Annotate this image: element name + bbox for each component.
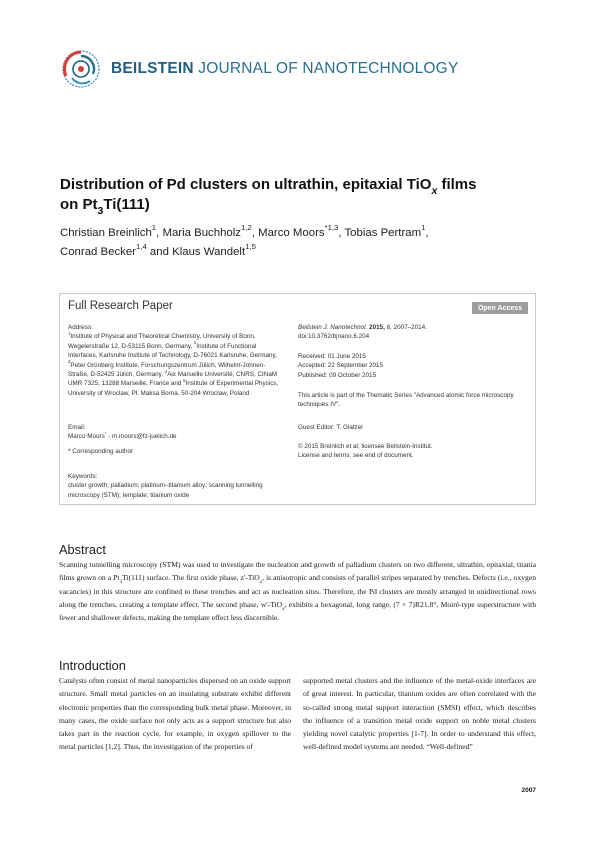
introduction-left-column: Catalysts often consist of metal nanoparticles dispersed on an oxide support structure. Small metal particles on an insulating substrate exhibit different electronic properties than the corresponding bulk metal phase. Moreover, in many cases, the oxide surface not only acts as a support structure but also takes part in the reaction cycle, for example, in oxygen spillover to the metal particles [1,2]. Thus, the investigation of the properties of	[59, 676, 291, 752]
author: Marco Moors$^{*1,3}$,	[258, 223, 345, 239]
author-list	[60, 224, 540, 262]
author: Christian Breinlich$^1$,	[60, 223, 163, 239]
published-date: Published: 09 October 2015	[298, 371, 377, 379]
introduction-heading: Introduction	[59, 658, 126, 673]
author: Maria Buchholz$^{1,2}$,	[162, 223, 259, 239]
citation-block	[298, 323, 523, 342]
article-title: Distribution of Pd clusters on ultrathin, epitaxial TiO$_x$ films on $Pt_3Ti(111)$	[60, 176, 477, 218]
journal-name: BEILSTEIN JOURNAL OF NANOTECHNOLOGY	[111, 60, 459, 77]
author: Klaus Wandelt$^{1,5}$	[172, 242, 256, 258]
keywords-list: cluster growth; palladium; platinum–titanium alloy; scanning tunnelling microscopy (STM); template; titanium oxide	[68, 482, 263, 499]
email-link[interactable]: - m.moors@fz-juelich.de	[106, 433, 177, 441]
email-label: Email:	[68, 424, 86, 431]
copyright-line: © 2015 Breinlich et al; licensee Beilstein-Institut.	[298, 443, 433, 450]
author: Tobias Pertram$^1$,	[344, 223, 429, 239]
dates-block	[298, 352, 523, 380]
author: Conrad Becker$^{1,4}$ and	[60, 242, 173, 258]
beilstein-swirl-logo-icon	[60, 48, 102, 90]
introduction-right-column: supported metal clusters and the influence of the metal-oxide interfaces are of great interest. In particular, titanium oxides are often correlated with the so-called strong metal support interaction (SMSI) effect, which describes the influence of a transition metal oxide support on noble metal clusters yielding novel catalytic properties [1-7]. In order to understand this effect, well-defined model systems are needed. “Well-defined”	[303, 676, 536, 752]
page-number: 2007	[521, 787, 536, 794]
guest-editor: Guest Editor: T. Glatzel	[298, 424, 363, 431]
email-line: Marco Moors* - m.moors@fz-juelich.de	[68, 430, 177, 441]
license-line[interactable]: License and terms: see end of document.	[298, 452, 414, 460]
paper-type-label: Full Research Paper	[68, 300, 173, 312]
corresponding-note: * Corresponding author	[68, 447, 134, 455]
address-label: Address:	[68, 324, 93, 331]
received-date: Received: 01 June 2015	[298, 353, 366, 360]
accepted-date: Accepted: 22 September 2015	[298, 362, 384, 370]
keywords-label: Keywords:	[68, 473, 98, 480]
thematic-series-note[interactable]: This article is part of the Thematic Series "Advanced atomic force microscopy techniques IV".	[298, 392, 514, 409]
address-block	[68, 323, 283, 398]
abstract-heading: Abstract	[59, 542, 106, 557]
license-block	[298, 442, 523, 461]
abstract-text: Scanning tunnelling microscopy (STM) was used to investigate the nucleation and growth of palladium clusters on two different, ultrathin, epitaxial, titania films grown on a $Pt_3Ti(111)$ surface. The first oxide phase, z'-TiO$_x$, is anisotropic and consists of parallel stripes separated by trenches. Defects (i.e., oxygen vacancies) in this structure are confined to these trenches and act as nucleation sites. Therefore, the Pd clusters are mostly arranged in unidirectional rows along the trenches, creating a template effect. The second phase, w'-TiO$_x$, exhibits a hexagonal, long range, (7 × 7)R21.8°, Moiré-type superstructure with fewer and shallower defects, making the template effect less discernible.	[59, 560, 536, 623]
open-access-badge[interactable]: Open Access	[472, 302, 528, 314]
doi-link[interactable]: doi:10.3762/bjnano.6.204	[298, 333, 370, 341]
citation-line: Beilstein J. Nanotechnol. 2015, 6, 2007–2014.	[298, 324, 427, 331]
keywords-block	[68, 472, 290, 500]
affiliations: $^1$Institute of Physical and Theoretical Chemistry, University of Bonn, Wegelerstraße 12, D-53115 Bonn, Germany, $^2$Institute of Functional Interfaces, Karlsruhe Institute of Technology, D-76021 Karlsruhe, Germany, $^3$Peter Grünberg Institute, Forschungszentrum Jülich, Wilhelm-Johnen-Straße, D-52425 Jülich, Germany, $^4$Aix Marseille Université, CNRS, CINaM UMR 7325, 13288 Marseille, France and $^5$Institute of Experimental Physics, University of Wroclaw, Pl. Maksa Borna, 50-204 Wroclaw, Poland	[68, 330, 279, 397]
email-block	[68, 423, 283, 456]
